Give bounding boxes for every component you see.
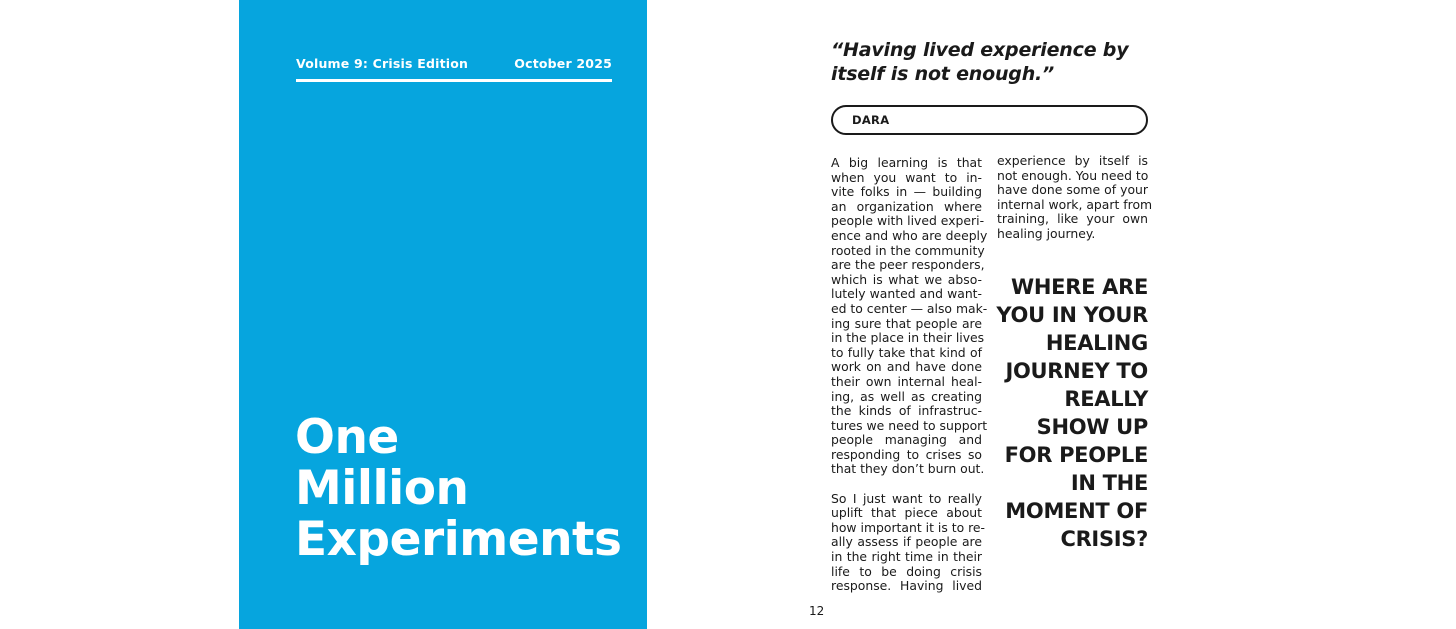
- text-line: that they don’t burn out.: [831, 461, 985, 477]
- text-line: are the peer responders,: [831, 257, 985, 273]
- cover-divider: [296, 79, 612, 82]
- text-line: in the place in their lives: [831, 330, 985, 346]
- cover-title-line: Experiments: [295, 512, 622, 567]
- text-line: work on and have done: [831, 359, 982, 375]
- text-line: an organization where: [831, 198, 982, 214]
- cover-page: [239, 0, 647, 629]
- interior-page: [647, 0, 1456, 629]
- question-line: IN THE: [1070, 471, 1148, 495]
- text-line: internal work, apart from: [997, 196, 1153, 212]
- text-line: ing sure that people are: [831, 315, 982, 331]
- text-line: their own internal heal-: [831, 373, 982, 389]
- text-line: response. Having lived: [831, 578, 982, 594]
- body-paragraph: [831, 155, 988, 477]
- highlighted-question: [987, 273, 1148, 553]
- text-line: not enough. You need to: [997, 167, 1149, 183]
- text-line: responding to crises so: [831, 446, 982, 462]
- issue-date: October 2025: [514, 56, 612, 71]
- question-line: MOMENT OF: [1005, 499, 1148, 523]
- cover-title: [295, 412, 621, 565]
- text-line: A big learning is that: [831, 155, 982, 170]
- text-line: how important it is to re-: [831, 519, 986, 535]
- text-line: So I just want to really: [831, 490, 982, 506]
- text-line: uplift that piece about: [831, 505, 982, 521]
- text-line: ing, as well as creating: [831, 388, 982, 404]
- text-line: when you want to in-: [831, 169, 982, 185]
- question-line: FOR PEOPLE: [1004, 443, 1148, 467]
- text-line: experience by itself is: [997, 153, 1148, 168]
- question-line: JOURNEY TO: [1005, 359, 1148, 383]
- speaker-name: DARA: [852, 113, 890, 127]
- text-line: people managing and: [831, 432, 982, 448]
- text-line: tures we need to support: [831, 417, 988, 433]
- text-line: to fully take that kind of: [831, 344, 982, 360]
- question-line: REALLY: [1064, 387, 1148, 411]
- text-line: in the right time in their: [831, 549, 982, 565]
- cover-title-line: Million: [295, 461, 469, 516]
- text-line: have done some of your: [997, 182, 1148, 198]
- text-line: healing journey.: [997, 225, 1096, 241]
- question-line: SHOW UP: [1036, 415, 1148, 439]
- question-line: CRISIS?: [1060, 527, 1148, 551]
- question-line: YOU IN YOUR: [996, 303, 1148, 327]
- question-line: WHERE ARE: [1011, 275, 1148, 299]
- text-line: which is what we abso-: [831, 271, 982, 287]
- speaker-label: [831, 105, 1148, 135]
- pull-quote: “Having lived experience by itself is not enough.”: [831, 39, 1129, 85]
- body-paragraph: [831, 490, 986, 594]
- text-line: training, like your own: [997, 211, 1148, 227]
- text-line: ed to center — also mak-: [831, 300, 988, 316]
- body-column-left: [831, 155, 988, 594]
- text-line: ally assess if people are: [831, 534, 982, 550]
- text-line: life to be doing crisis: [831, 563, 982, 579]
- text-line: rooted in the community: [831, 242, 985, 258]
- cover-header: [296, 56, 612, 71]
- text-line: vite folks in — building: [831, 184, 982, 200]
- text-line: the kinds of infrastruc-: [831, 403, 982, 419]
- cover-title-line: One: [295, 410, 399, 465]
- body-paragraph: [997, 153, 1153, 242]
- question-line: HEALING: [1045, 331, 1148, 355]
- volume-label: Volume 9: Crisis Edition: [296, 56, 469, 71]
- body-column-right: [997, 153, 1153, 242]
- text-line: ence and who are deeply: [831, 227, 988, 243]
- text-line: lutely wanted and want-: [831, 286, 982, 302]
- text-line: people with lived experi-: [831, 213, 985, 229]
- page-number: 12: [809, 604, 825, 618]
